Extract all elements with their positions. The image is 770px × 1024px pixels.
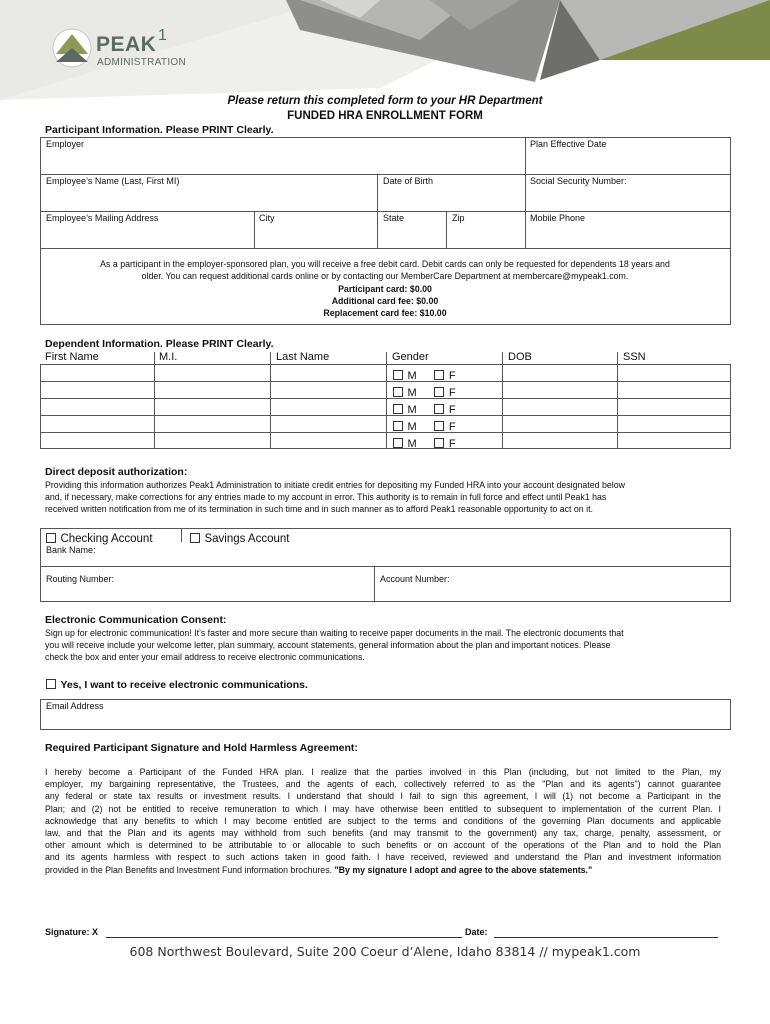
state-field[interactable]: State — [383, 213, 405, 223]
footer-address: 608 Northwest Boulevard, Suite 200 Coeur d’Alene, Idaho 83814 // mypeak1.com — [129, 944, 641, 959]
male-checkbox[interactable] — [393, 438, 403, 448]
logo-superscript: 1 — [158, 27, 167, 44]
agreement-line-6: law, and that the Plan and its agents may withhold from such benefits (and may transmit to the government) any tax, charge, penalty, assessment, or — [45, 828, 721, 839]
female-label: F — [448, 438, 456, 450]
logo-subtitle: ADMINISTRATION — [97, 57, 187, 68]
female-label: F — [448, 387, 456, 399]
agreement-line-9 — [45, 864, 721, 876]
consent-checkbox[interactable] — [46, 679, 56, 689]
savings-option[interactable] — [190, 529, 289, 547]
col-last-name: Last Name — [276, 351, 330, 363]
male-label: M — [407, 370, 417, 382]
agreement-line-7: other amount which is determined to be attributable to or allocable to such benefits or on account of the operations of the Plan and to hold the Plan — [45, 840, 721, 851]
male-label: M — [407, 421, 417, 433]
employee-name-field[interactable]: Employee’s Name (Last, First MI) — [46, 176, 180, 186]
male-label: M — [407, 438, 417, 450]
male-checkbox[interactable] — [393, 370, 403, 380]
dd-line-1: Providing this information authorizes Peak1 Administration to initiate credit entries for depositing my Funded HRA into your account designated below — [45, 480, 625, 490]
date-label: Date: — [465, 927, 488, 937]
return-notice: Please return this completed form to your HR Department — [227, 95, 543, 107]
city-field[interactable]: City — [259, 213, 275, 223]
male-checkbox[interactable] — [393, 404, 403, 414]
agreement-line-8: and its agents harmless with respect to such actions taken in good faith. I have received, reviewed and understand the Plan and investment information — [45, 852, 721, 863]
agreement-heading: Required Participant Signature and Hold Harmless Agreement: — [45, 742, 358, 754]
male-label: M — [407, 387, 417, 399]
col-dob: DOB — [508, 351, 532, 363]
col-first-name: First Name — [45, 351, 99, 363]
date-line[interactable] — [494, 937, 718, 938]
consent-text — [45, 627, 735, 664]
mailing-address-field[interactable]: Employee’s Mailing Address — [46, 213, 159, 223]
agreement-statement: "By my signature I adopt and agree to the above statements." — [334, 864, 593, 875]
gender-row-4 — [393, 417, 456, 435]
agreement-line-4: Plan; and (2) not be entitled to receive remuneration to which I may have otherwise been entitled to subsequent to implementation of the current Plan. I — [45, 803, 721, 814]
agreement-text — [45, 766, 721, 876]
col-mi: M.I. — [159, 351, 178, 363]
female-checkbox[interactable] — [434, 438, 444, 448]
fee-additional: Additional card fee: $0.00 — [331, 295, 439, 306]
gender-row-2 — [393, 383, 456, 401]
direct-deposit-text — [45, 479, 735, 516]
consent-line-1: Sign up for electronic communication! It’s faster and more secure than waiting to receive paper documents in the mail. The electronic documents that — [45, 628, 624, 638]
gender-row-5 — [393, 434, 456, 452]
female-checkbox[interactable] — [434, 421, 444, 431]
date-of-birth-field[interactable]: Date of Birth — [383, 176, 434, 186]
dd-line-2: and, if necessary, make corrections for any entries made to my account in error. This authority is to remain in full force and effect until Peak1 has — [45, 492, 607, 503]
peak-logo-icon — [52, 26, 92, 70]
plan-effective-date-field[interactable]: Plan Effective Date — [530, 139, 607, 149]
female-checkbox[interactable] — [434, 387, 444, 397]
female-label: F — [448, 404, 456, 416]
checking-checkbox[interactable] — [46, 533, 56, 543]
debit-card-notice — [40, 258, 730, 319]
signature-line[interactable] — [106, 937, 462, 938]
email-box — [40, 699, 731, 730]
fee-replacement: Replacement card fee: $10.00 — [323, 308, 447, 319]
fee-participant: Participant card: $0.00 — [338, 283, 432, 294]
agreement-line-3: any federal or state tax results or investment results. I understand that should I fail to sign this agreement, I will (1) not become a Participant in the — [45, 791, 721, 802]
savings-checkbox[interactable] — [190, 533, 200, 543]
signature-label: Signature: X — [45, 927, 99, 937]
form-title: FUNDED HRA ENROLLMENT FORM — [287, 110, 483, 122]
female-checkbox[interactable] — [434, 404, 444, 414]
female-checkbox[interactable] — [434, 370, 444, 380]
gender-row-3 — [393, 400, 456, 418]
col-gender: Gender — [392, 351, 429, 363]
male-checkbox[interactable] — [393, 421, 403, 431]
female-label: F — [448, 370, 456, 382]
routing-number-field[interactable]: Routing Number: — [46, 574, 115, 584]
female-label: F — [448, 421, 456, 433]
consent-opt-in[interactable] — [46, 675, 308, 693]
consent-line-3: check the box and enter your email address to receive electronic communications. — [45, 652, 365, 663]
account-number-field[interactable]: Account Number: — [380, 574, 450, 584]
checking-label: Checking Account — [60, 533, 153, 545]
male-label: M — [407, 404, 417, 416]
agreement-line-5: acknowledge that any benefits to which I may become entitled are subject to the terms and conditions of the governing Plan documents and applicable — [45, 815, 721, 826]
gender-row-1 — [393, 366, 456, 384]
savings-label: Savings Account — [204, 533, 290, 545]
dd-line-3: received written notification from me of its termination in such time and in such manner as to afford Peak1 reasonable opportunity to act on it. — [45, 504, 593, 515]
employer-field[interactable]: Employer — [46, 139, 85, 149]
notice-line-2: older. You can request additional cards online or by contacting our MemberCare Department at membercare@mypeak1.com. — [141, 271, 629, 282]
consent-opt-in-label: Yes, I want to receive electronic communications. — [60, 679, 308, 691]
ssn-field[interactable]: Social Security Number: — [530, 176, 627, 186]
logo-name: PEAK — [96, 33, 157, 56]
agreement-line-2: employer, my bargaining representative, the Trustees, and the agents of each, collectively referred to as the "Plan and its agents") cannot guarantee — [45, 779, 721, 790]
consent-heading: Electronic Communication Consent: — [45, 614, 227, 626]
participant-heading: Participant Information. Please PRINT Clearly. — [45, 124, 274, 136]
male-checkbox[interactable] — [393, 387, 403, 397]
bank-name-field[interactable]: Bank Name: — [46, 545, 96, 555]
email-address-field[interactable]: Email Address — [46, 701, 104, 711]
zip-field[interactable]: Zip — [452, 213, 465, 223]
direct-deposit-heading: Direct deposit authorization: — [45, 466, 188, 478]
notice-line-1: As a participant in the employer-sponsored plan, you will receive a free debit card. Debit cards can only be requested for dependents 18 years and — [100, 259, 670, 269]
dependent-heading: Dependent Information. Please PRINT Clearly. — [45, 338, 274, 350]
agreement-line-1: I hereby become a Participant of the Funded HRA plan. I realize that the parties involved in this Plan (including, but not limited to the Plan, my — [45, 767, 721, 777]
consent-line-2: you will receive include your welcome letter, plan summary, account statements, general information about the plan and important notices. Please — [45, 640, 611, 651]
mobile-phone-field[interactable]: Mobile Phone — [530, 213, 586, 223]
col-ssn: SSN — [623, 351, 646, 363]
agreement-last-line: provided in the Plan Benefits and Investment Fund information brochures. — [45, 864, 333, 875]
